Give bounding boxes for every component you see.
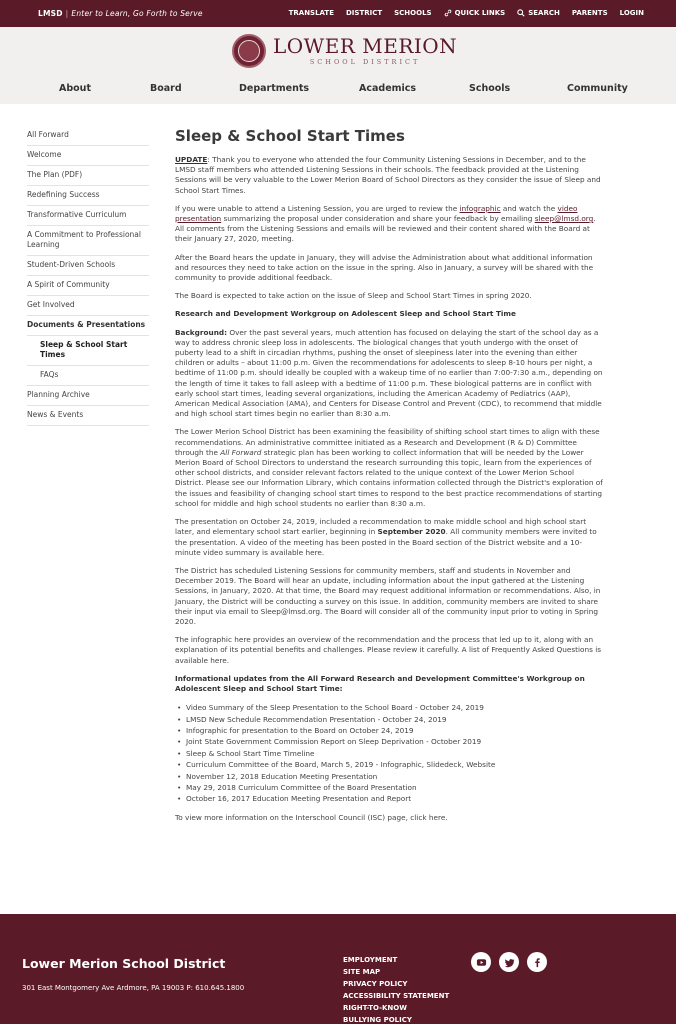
sidebar-item-faqs[interactable]: FAQs <box>27 366 149 386</box>
nav-community[interactable]: Community <box>567 83 628 94</box>
district-examination-paragraph <box>175 427 603 509</box>
translate-link[interactable]: TRANSLATE <box>288 9 334 17</box>
infographic-link[interactable]: infographic <box>459 203 501 213</box>
district-link[interactable]: DISTRICT <box>345 9 383 17</box>
sidebar-item-student-driven-schools[interactable]: Student-Driven Schools <box>27 256 149 276</box>
sidebar-nav <box>27 126 149 426</box>
page-title: Sleep & School Start Times <box>175 127 405 145</box>
list-item[interactable]: • May 29, 2018 Curriculum Committee of the Board Presentation <box>177 782 603 793</box>
update-paragraph <box>175 155 603 196</box>
schools-link[interactable]: SCHOOLS <box>394 9 432 17</box>
list-item[interactable]: • Video Summary of the Sleep Presentation to the School Board - October 24, 2019 <box>177 702 603 713</box>
list-item[interactable]: • Curriculum Committee of the Board, March 5, 2019 - Infographic, Slidedeck, Website <box>177 759 603 770</box>
footer-link-accessibility[interactable]: ACCESSIBILITY STATEMENT <box>343 992 450 1000</box>
tagline: Enter to Learn, Go Forth to Serve <box>71 9 203 18</box>
quick-links-label: QUICK LINKS <box>454 9 506 17</box>
main-content <box>175 126 603 831</box>
p6-text-b: strategic plan has been working to collect information that will be needed by the Lower Merion Board of School Directors to understand the research surrounding this topic, learn from the experiences of other school districts, and consider relevant factors related to the unique context of the Lower Merion School District. Please see our Information Library, which contains information collected through the District's exploration of the issues and feasibility of changing school start times to respond to the best practice recommendations of starting school for middle and high school students no earlier than 8:30 a.m. <box>175 447 603 508</box>
nav-schools[interactable]: Schools <box>469 83 511 94</box>
p2-text-d: . All comments from the Listening Sessions and emails will be reviewed and their content shared with the Board at their January 27, 2020, meeting. <box>175 214 596 244</box>
updates-list <box>177 702 603 805</box>
sidebar-item-professional-learning[interactable]: A Commitment to Professional Learning <box>27 226 149 256</box>
sidebar-item-documents-presentations[interactable]: Documents & Presentations <box>27 316 149 336</box>
nav-about[interactable]: About <box>59 83 91 94</box>
sidebar-item-planning-archive[interactable]: Planning Archive <box>27 386 149 406</box>
nav-departments[interactable]: Departments <box>239 83 310 94</box>
nav-board[interactable]: Board <box>150 83 182 94</box>
p6-text-a: The Lower Merion School District has been examining the feasibility of shifting school start times to align with these recommendations. An administrative committee initiated as a Research and Development (R & D) Committee through the <box>175 427 600 457</box>
brand-abbrev[interactable]: LMSD <box>38 9 63 18</box>
update-label: UPDATE <box>175 155 208 164</box>
p2-text-b: and watch the <box>500 203 558 213</box>
footer-link-privacy-policy[interactable]: PRIVACY POLICY <box>343 980 408 988</box>
footer-link-bullying-policy[interactable]: BULLYING POLICY <box>343 1016 412 1024</box>
sidebar-item-news-events[interactable]: News & Events <box>27 406 149 426</box>
footer-district-name: Lower Merion School District <box>22 956 226 971</box>
background-text: Over the past several years, much attention has focused on delaying the start of the school day as a way to address chronic sleep loss in adolescents. The biological changes that youth undergo with the onset of puberty lead to a shift in circadian rhythms, pushing the onset of sleepiness later into the evening than either children or adults – about 11:00 p.m. Given the recommendations for adolescents to sleep 8-10 hours per night, a bedtime of 11:00 p.m. should ideally be coupled with a wakeup time of no earlier than 7:00-7:30 a.m., depending on the length of time it takes to fall asleep with a bedtime of 11:00 p.m. These biological patterns are in conflict with early school start times, leading several organizations, including the American Academy of Pediatrics (AAP), American Medical Association (AMA), and Centers for Disease Control and Prevent (CDC), to recommend that middle and high school start times begin no earlier than 8:30 a.m. <box>175 327 603 419</box>
list-item[interactable]: • Infographic for presentation to the Board on October 24, 2019 <box>177 725 603 736</box>
login-link[interactable]: LOGIN <box>619 9 644 17</box>
youtube-icon[interactable] <box>471 952 491 972</box>
sidebar-item-sleep-start-times[interactable]: Sleep & School Start Times <box>27 336 149 366</box>
workgroup-heading: Research and Development Workgroup on Adolescent Sleep and School Start Time <box>175 309 516 319</box>
twitter-icon[interactable] <box>499 952 519 972</box>
background-label: Background: <box>175 327 228 337</box>
search-icon <box>517 9 525 17</box>
email-link[interactable]: sleep@lmsd.org <box>534 214 594 224</box>
p2-text-c: summarizing the proposal under consideration and share your feedback by emailing <box>221 214 535 224</box>
brand-separator: | <box>65 9 69 18</box>
site-header <box>0 27 676 104</box>
list-item[interactable]: • Sleep & School Start Time Timeline <box>177 748 603 759</box>
footer-link-right-to-know[interactable]: RIGHT-TO-KNOW <box>343 1004 407 1012</box>
footer-link-site-map[interactable]: SITE MAP <box>343 968 381 976</box>
utility-nav <box>289 9 644 17</box>
board-update-paragraph: After the Board hears the update in January, they will advise the Administration about what additional information and resources they need to take action on the issue in the spring. Also in January, a survey will be shared with the community to provide additional feedback. <box>175 252 594 283</box>
background-paragraph <box>175 328 603 420</box>
list-item[interactable]: • LMSD New Schedule Recommendation Presentation - October 24, 2019 <box>177 714 603 725</box>
listening-session-paragraph <box>175 204 603 245</box>
top-utility-bar <box>0 0 676 27</box>
parents-link[interactable]: PARENTS <box>571 9 608 17</box>
p7-text-a: The presentation on October 24, 2019, included a recommendation to make middle school and high school start later, and elementary school start earlier, beginning in <box>175 517 587 537</box>
logo-name: LOWER MERION <box>273 34 458 58</box>
sidebar-item-transformative-curriculum[interactable]: Transformative Curriculum <box>27 206 149 226</box>
list-item[interactable]: • October 16, 2017 Education Meeting Presentation and Report <box>177 793 603 804</box>
sidebar-item-spirit-of-community[interactable]: A Spirit of Community <box>27 276 149 296</box>
search-label: SEARCH <box>528 9 560 17</box>
footer-address: 301 East Montgomery Ave Ardmore, PA 19003 P: 610.645.1800 <box>22 984 245 992</box>
footer-link-employment[interactable]: EMPLOYMENT <box>343 956 398 964</box>
isc-paragraph[interactable]: To view more information on the Interschool Council (ISC) page, click here. <box>175 812 448 822</box>
presentation-paragraph <box>175 517 603 558</box>
district-seal-icon <box>232 34 266 68</box>
quick-links-link[interactable] <box>444 9 506 17</box>
sidebar-item-redefining-success[interactable]: Redefining Success <box>27 186 149 206</box>
search-link[interactable] <box>517 9 560 17</box>
listening-sessions-schedule-paragraph: The District has scheduled Listening Sessions for community members, staff and students in November and December 2019. The Board will hear an update, including information about the input gathered at the Listening Sessions, in January, 2020. At that time, the Board may request additional information or recommendations. Also, in January, the District will be conducting a survey on this issue. In addition, community members are invited to share their input via email to Sleep@lmsd.org. The Board will consider all of the community input prior to voting in Spring 2020. <box>175 565 601 626</box>
footer-links <box>343 954 449 1024</box>
link-icon <box>444 9 452 17</box>
district-logo[interactable] <box>232 34 457 68</box>
p7-text-b: . All community members were invited to the presentation. A video of the meeting has been posted in the Board section of the District website and a 10-minute video summary is available here. <box>175 527 597 557</box>
all-forward-emphasis: All Forward <box>220 447 262 457</box>
update-text: : Thank you to everyone who attended the four Community Listening Sessions in December, and to the LMSD staff members who attended Listening Sessions in their schools. The feedback provided at the Listening Sessions will be very valuable to the Lower Merion Board of School Directors as they consider the issue of Sleep and School Start Times. <box>175 155 601 195</box>
list-item[interactable]: • Joint State Government Commission Report on Sleep Deprivation - October 2019 <box>177 736 603 747</box>
p2-text-a: If you were unable to attend a Listening Session, you are urged to review the <box>175 203 460 213</box>
infographic-paragraph: The infographic here provides an overview of the recommendation and the process that led up to it, along with an explanation of its potential benefits and challenges. Please review it carefully. A list of Frequently Asked Questions is available here. <box>175 635 602 665</box>
board-action-paragraph: The Board is expected to take action on the issue of Sleep and School Start Times in spring 2020. <box>175 291 532 301</box>
nav-academics[interactable]: Academics <box>359 83 417 94</box>
informational-updates-heading: Informational updates from the All Forward Research and Development Committee's Workgroup on Adolescent Sleep and School Start Time: <box>175 673 585 693</box>
sidebar-item-welcome[interactable]: Welcome <box>27 146 149 166</box>
sidebar-item-get-involved[interactable]: Get Involved <box>27 296 149 316</box>
facebook-icon[interactable] <box>527 952 547 972</box>
brand-tagline <box>38 9 203 18</box>
sidebar-item-the-plan[interactable]: The Plan (PDF) <box>27 166 149 186</box>
site-footer <box>0 914 676 1024</box>
social-links <box>471 952 547 972</box>
list-item[interactable]: • November 12, 2018 Education Meeting Presentation <box>177 771 603 782</box>
sidebar-item-all-forward[interactable]: All Forward <box>27 126 149 146</box>
logo-subtitle: SCHOOL DISTRICT <box>309 58 421 66</box>
video-presentation-link[interactable]: video presentation <box>175 203 578 224</box>
september-2020: September 2020 <box>377 527 446 537</box>
